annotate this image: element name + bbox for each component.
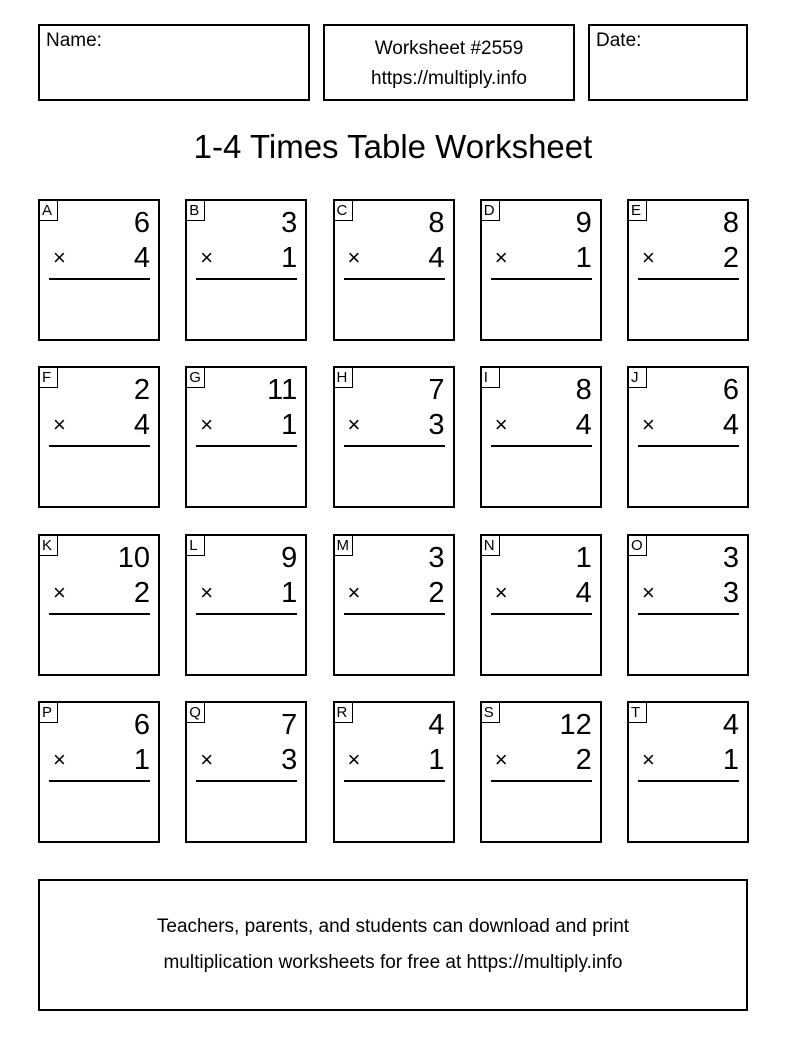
multiplier: 2 [575,743,592,776]
problem-card [38,534,160,676]
multiplicand: 6 [133,708,150,741]
times-icon: × [53,412,66,438]
answer-rule [491,278,592,280]
date-label: Date: [596,30,642,51]
times-icon: × [53,245,66,270]
answer-rule [638,445,739,447]
times-icon: × [642,746,655,772]
times-icon: × [53,746,66,772]
multiplier: 1 [281,576,298,609]
multiplier: 4 [428,242,445,274]
times-icon: × [347,412,361,438]
multiplier: 4 [133,242,150,274]
answer-rule [638,613,739,615]
multiplicand: 7 [428,374,445,407]
problem-card [185,199,307,341]
answer-rule [49,613,150,615]
problem-letter: E [628,200,647,221]
times-icon: × [200,412,214,438]
answer-rule [49,278,150,280]
times-icon: × [200,245,214,270]
multiplier: 4 [722,409,739,442]
problem-letter: F [39,367,58,388]
answer-rule [344,278,445,280]
answer-rule [491,445,592,447]
times-icon: × [347,746,361,772]
problem-letter: P [39,702,58,723]
problem-letter: M [334,535,353,556]
multiplicand: 12 [559,708,592,741]
worksheet-info-box [323,24,575,101]
worksheet-url: https://multiply.info [371,68,527,89]
problem-letter: R [334,702,353,723]
multiplier: 1 [281,242,298,274]
problem-card [185,701,307,843]
multiplicand: 6 [133,207,150,239]
problem-card [627,701,749,843]
problem-card [333,534,455,676]
multiplier: 1 [133,743,150,776]
answer-rule [196,445,297,447]
footer-line-1: Teachers, parents, and students can download and print [156,916,630,937]
times-icon: × [347,245,361,270]
multiplicand: 4 [428,708,445,741]
times-icon: × [642,579,655,605]
multiplier: 3 [722,576,739,609]
answer-rule [638,278,739,280]
answer-rule [491,613,592,615]
multiplier: 1 [281,409,298,442]
problem-card [185,534,307,676]
answer-rule [49,780,150,782]
problem-letter: G [186,367,205,388]
times-icon: × [494,245,508,270]
problem-card [185,366,307,508]
multiplier: 1 [428,743,445,776]
multiplicand: 9 [575,207,592,239]
problem-card [480,534,602,676]
problems-grid [38,199,749,842]
problem-card [480,199,602,341]
problem-letter: T [628,702,647,723]
problem-letter: N [481,535,500,556]
multiplicand: 2 [133,374,150,407]
answer-rule [491,780,592,782]
times-icon: × [642,412,655,438]
multiplier: 4 [575,409,592,442]
multiplier: 3 [428,409,445,442]
multiplier: 1 [575,242,592,274]
problem-card [627,199,749,341]
multiplier: 1 [722,743,739,776]
times-icon: × [347,579,361,605]
problem-letter: D [481,200,500,221]
multiplicand: 3 [281,207,298,239]
problem-letter: O [628,535,647,556]
problem-card [38,366,160,508]
answer-rule [196,613,297,615]
multiplier: 2 [428,576,445,609]
worksheet-number: Worksheet #2559 [374,38,524,59]
footer-line-2: multiplication worksheets for free at https://multiply.info [163,952,623,973]
times-icon: × [200,579,214,605]
problem-letter: S [481,702,500,723]
answer-rule [196,780,297,782]
page-title: 1-4 Times Table Worksheet [193,128,593,165]
multiplicand: 6 [722,374,739,407]
times-icon: × [494,412,508,438]
problem-card [627,534,749,676]
problem-card [480,701,602,843]
times-icon: × [53,579,66,605]
problem-card [38,701,160,843]
problem-letter: I [481,367,500,388]
problem-card [333,199,455,341]
multiplier: 2 [133,576,150,609]
problem-letter: Q [186,702,205,723]
multiplicand: 10 [117,541,150,574]
problem-letter: B [186,200,205,221]
answer-rule [344,445,445,447]
multiplier: 3 [281,743,298,776]
multiplicand: 8 [428,207,445,239]
multiplicand: 3 [722,541,739,574]
times-icon: × [494,746,508,772]
problem-letter: L [186,535,205,556]
answer-rule [49,445,150,447]
multiplier: 4 [575,576,592,609]
answer-rule [638,780,739,782]
answer-rule [344,613,445,615]
problem-letter: K [39,535,58,556]
problem-letter: H [334,367,353,388]
multiplicand: 11 [267,374,298,407]
times-icon: × [494,579,508,605]
problem-letter: A [39,200,58,221]
multiplicand: 9 [281,541,298,574]
answer-rule [344,780,445,782]
problem-letter: J [628,367,647,388]
name-field-box[interactable] [38,24,310,101]
problem-card [627,366,749,508]
multiplier: 4 [133,409,150,442]
answer-rule [196,278,297,280]
problem-card [333,366,455,508]
problem-card [38,199,160,341]
multiplicand: 1 [575,541,592,574]
problem-letter: C [334,200,353,221]
date-field-box[interactable] [588,24,748,101]
multiplicand: 8 [722,207,739,239]
problem-card [333,701,455,843]
problem-card [480,366,602,508]
multiplicand: 7 [281,708,298,741]
name-label: Name: [46,30,102,51]
multiplicand: 3 [428,541,445,574]
multiplier: 2 [722,242,739,274]
times-icon: × [642,245,655,270]
footer-box [38,879,748,1011]
multiplicand: 8 [575,374,592,407]
multiplicand: 4 [722,708,739,741]
times-icon: × [200,746,214,772]
